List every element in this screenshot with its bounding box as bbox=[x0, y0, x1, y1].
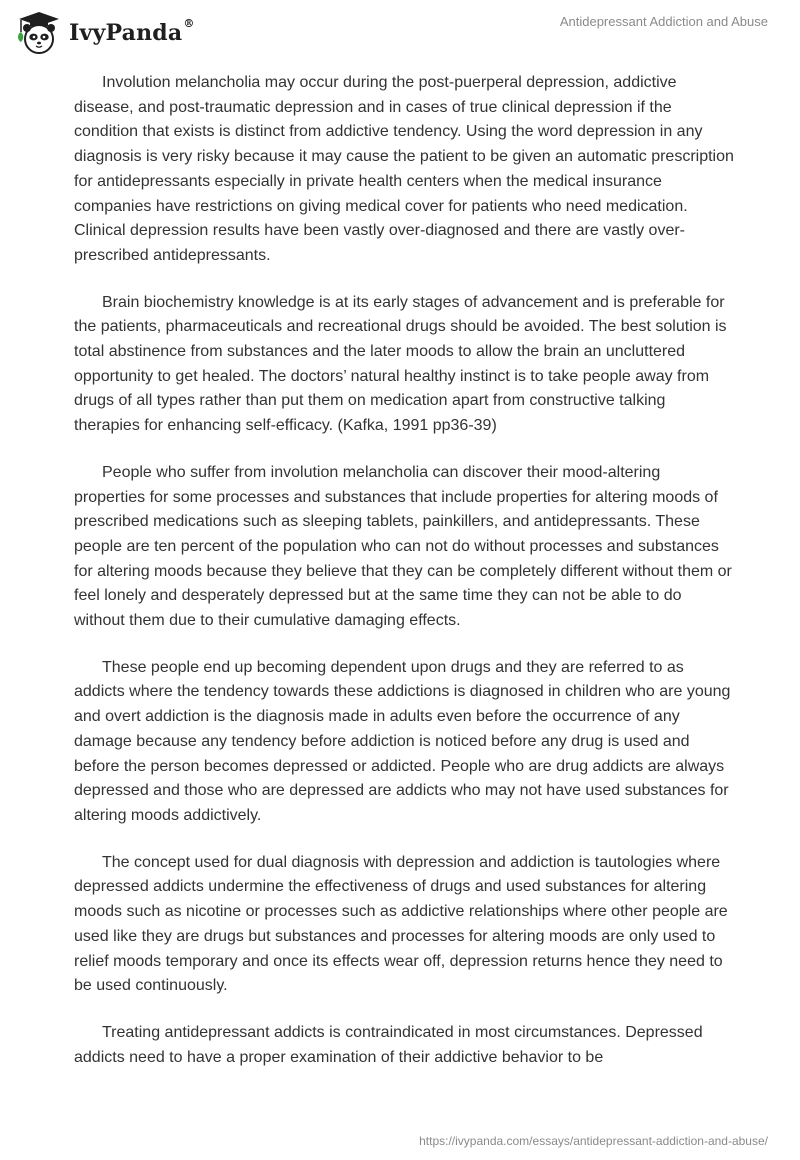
logo-wordmark: IvyPanda® bbox=[69, 17, 195, 46]
paragraph: These people end up becoming dependent upon drugs and they are referred to as addicts where the tendency towards these addictions is diagnosed in children who are young and overt addiction is the diagnosis made in adults even before the occurrence of any damage because any tendency before addiction is noticed before any drug is used and before the person becomes depressed or addicted. People who are drug addicts are always depressed and those who are depressed are addicts who may not have used substances for altering moods addictively. bbox=[74, 658, 731, 824]
document-title: Antidepressant Addiction and Abuse bbox=[559, 14, 768, 29]
panda-graduate-icon bbox=[15, 10, 63, 56]
page-header bbox=[0, 0, 800, 70]
paragraph: Brain biochemistry knowledge is at its early stages of advancement and is preferable for the patients, pharmaceuticals and recreational drugs should be avoided. The best solution is total abstinence from substances and the later moods to allow the brain an uncluttered opportunity to get healed. The doctors’ natural healthy instinct is to take people away from drugs of all types rather than put them on medication apart from constructive talking therapies for enhancing self-efficacy. (Kafka, 1991 pp36-39) bbox=[74, 293, 727, 435]
registered-mark: ® bbox=[183, 17, 195, 30]
source-url[interactable]: https://ivypanda.com/essays/antidepressant-addiction-and-abuse/ bbox=[419, 1134, 768, 1148]
paragraph: Involution melancholia may occur during the post-puerperal depression, addictive disease, and post-traumatic depression and in cases of true clinical depression if the condition that exists is distinct from addictive tendency. Using the word depression in any diagnosis is very risky because it may cause the patient to be given an automatic prescription for antidepressants especially in private health centers when the medical insurance companies have restrictions on giving medical cover for patients who need medication. Clinical depression results have been vastly over-diagnosed and there are vastly over-prescribed antidepressants. bbox=[74, 74, 734, 264]
paragraph: People who suffer from involution melancholia can discover their mood-altering properties for some processes and substances that include properties for altering moods of prescribed medications such as sleeping tablets, painkillers, and antidepressants. These people are ten percent of the population who can not do without processes and substances for altering moods because they believe that they can be completely different without them or feel lonely and desperately depressed but at the same time they can not be able to do without them due to their cumulative damaging effects. bbox=[74, 463, 732, 630]
ivypanda-logo[interactable] bbox=[15, 10, 195, 56]
essay-body bbox=[74, 71, 734, 1092]
paragraph: The concept used for dual diagnosis with depression and addiction is tautologies where depressed addicts undermine the effectiveness of drugs and used substances for altering moods such as nicotine or processes such as addictive relationships where other people are used like they are drugs but substances and processes for altering moods are only used to relief moods temporary and once its effects wear off, depression returns hence they need to be used continuously. bbox=[74, 853, 728, 995]
paragraph: Treating antidepressant addicts is contraindicated in most circumstances. Depressed addicts need to have a proper examination of their addictive behavior to be bbox=[74, 1023, 703, 1066]
